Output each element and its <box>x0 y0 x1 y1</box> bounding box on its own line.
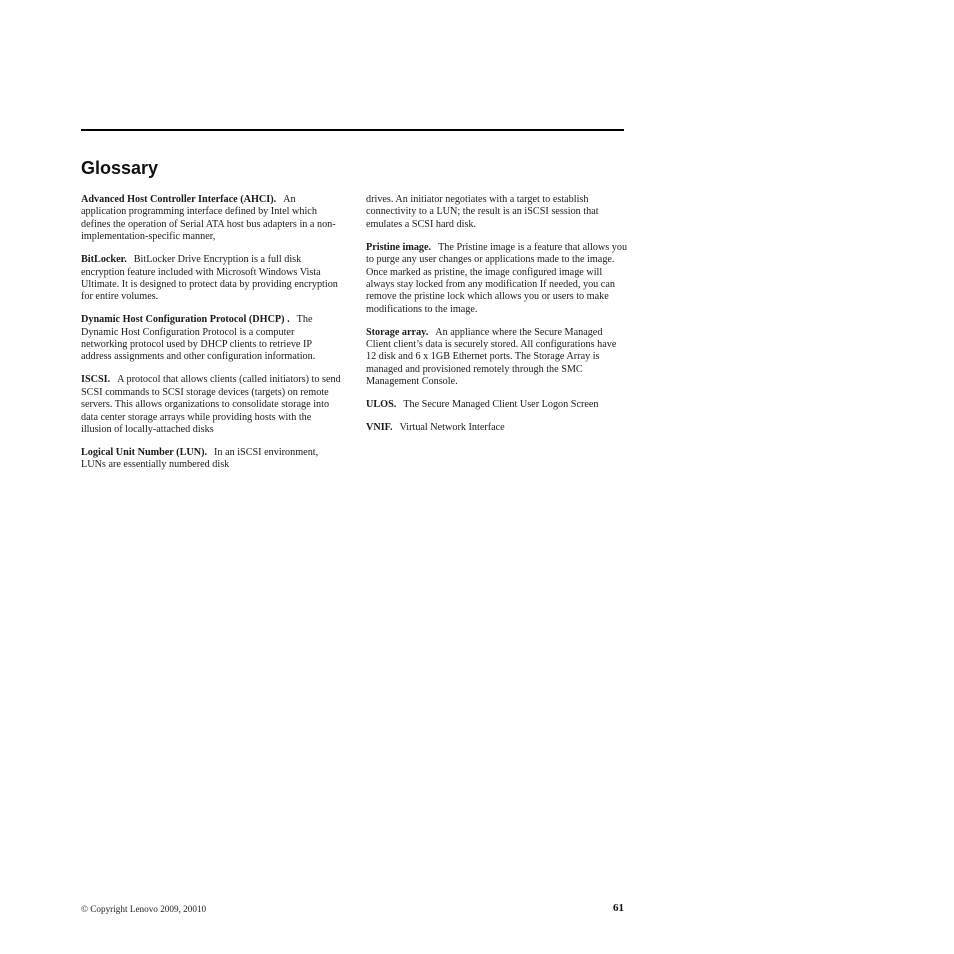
glossary-entry-dhcp <box>81 314 343 364</box>
glossary-entry-bitlocker <box>81 254 343 304</box>
glossary-definition: drives. An initiator negotiates with a target to establish connectivity to a LUN; the result is an iSCSI session that emulates a SCSI hard disk. <box>366 194 599 230</box>
glossary-entry-pristine-image <box>366 242 628 316</box>
glossary-term: Dynamic Host Configuration Protocol (DHCP) . <box>81 314 290 326</box>
glossary-entry-ulos <box>366 399 628 411</box>
glossary-term: Storage array. <box>366 326 429 338</box>
glossary-entry-lun <box>81 447 343 472</box>
glossary-definition: A protocol that allows clients (called initiators) to send SCSI commands to SCSI storage devices (targets) on remote servers. This allows organizations to consolidate storage into data center storage arrays while providing hosts with the illusion of locally-attached disks <box>81 374 341 435</box>
glossary-term: ULOS. <box>366 399 397 411</box>
glossary-term: VNIF. <box>366 422 393 434</box>
glossary-definition: Virtual Network Interface <box>399 422 505 434</box>
glossary-definition: An application programming interface defined by Intel which defines the operation of Serial ATA host bus adapters in a non-implementation-specific manner, <box>81 194 336 243</box>
glossary-term: Advanced Host Controller Interface (AHCI). <box>81 194 277 205</box>
glossary-entry-storage-array <box>366 327 628 389</box>
header-rule <box>81 129 624 131</box>
glossary-entry-vnif <box>366 422 628 434</box>
glossary-definition: In an iSCSI environment, LUNs are essentially numbered disk <box>81 446 319 471</box>
glossary-definition: The Secure Managed Client User Logon Screen <box>403 399 599 411</box>
glossary-definition: An appliance where the Secure Managed Client client’s data is securely stored. All configurations have 12 disk and 6 x 1GB Ethernet ports. The Storage Array is managed and provisioned remotely through the SMC Management Console. <box>366 326 617 388</box>
glossary-term: ISCSI. <box>81 374 111 386</box>
glossary-entry-ahci <box>81 194 343 244</box>
page-title: Glossary <box>81 158 159 178</box>
glossary-entry-lun-continued <box>366 194 628 231</box>
page-number: 61 <box>613 902 624 914</box>
glossary-term: Logical Unit Number (LUN). <box>81 446 208 458</box>
glossary-right-column <box>366 194 628 445</box>
glossary-term: BitLocker. <box>81 254 127 266</box>
glossary-definition: The Dynamic Host Configuration Protocol is a computer networking protocol used by DHCP clients to retrieve IP address assignments and other configuration information. <box>81 314 316 363</box>
copyright-notice: © Copyright Lenovo 2009, 20010 <box>81 904 207 914</box>
glossary-left-column <box>81 194 343 482</box>
glossary-definition: BitLocker Drive Encryption is a full disk encryption feature included with Microsoft Windows Vista Ultimate. It is designed to protect data by providing encryption for entire volumes. <box>81 254 338 303</box>
glossary-entry-iscsi <box>81 374 343 436</box>
glossary-definition: The Pristine image is a feature that allows you to purge any user changes or applications made to the image. Once marked as pristine, the image configured image will always stay locked from any modification If needed, you can remove the pristine lock which allows you or users to make modifications to the image. <box>366 241 628 315</box>
glossary-term: Pristine image. <box>366 241 432 253</box>
